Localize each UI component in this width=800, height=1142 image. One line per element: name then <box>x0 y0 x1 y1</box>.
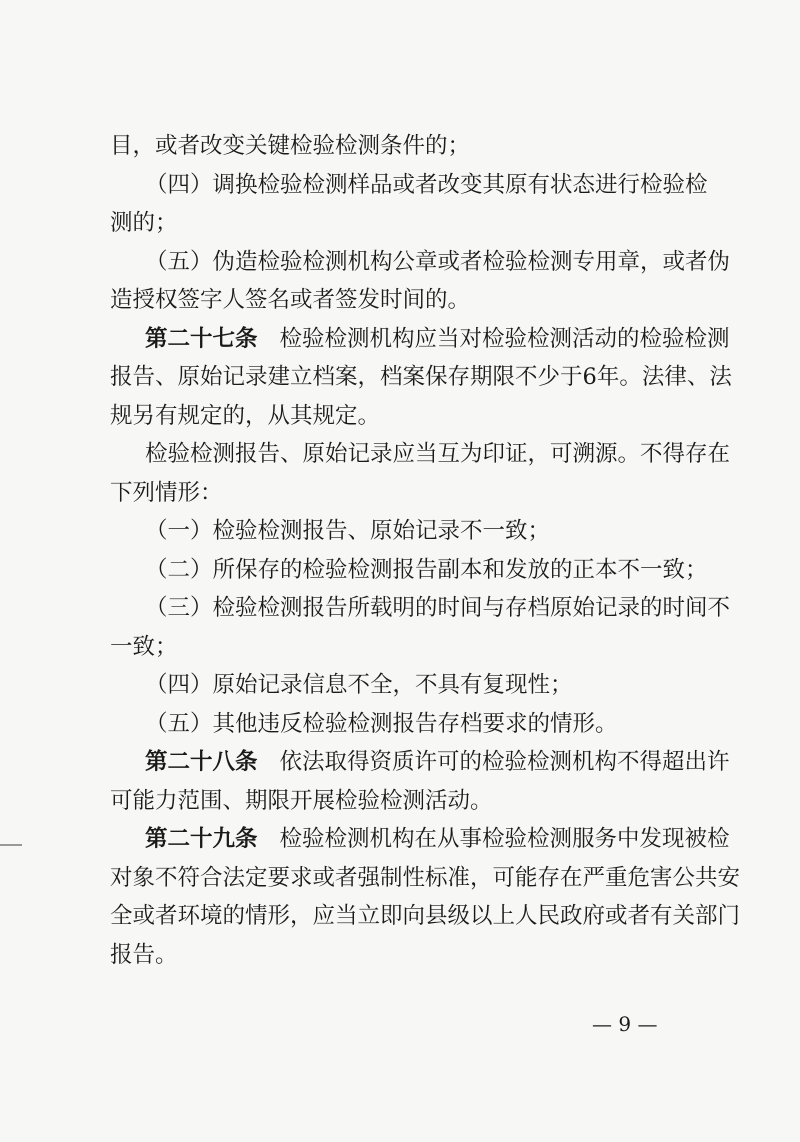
text-line: （四）调换检验检测样品或者改变其原有状态进行检验检 <box>145 171 708 198</box>
text-line: 一致； <box>110 633 178 660</box>
list-item: （一）检验检测报告、原始记录不一致； <box>145 518 551 544</box>
article-27-label: 第二十七条 <box>145 325 258 352</box>
text-line: 可能力范围、期限开展检验检测活动。 <box>110 787 493 814</box>
text-line: 测的； <box>110 210 178 236</box>
text-line: 对象不符合法定要求或者强制性标准，可能存在严重危害公共安 <box>110 864 741 891</box>
page-number: — 9 — <box>592 1012 658 1036</box>
article-27-text: 检验检测机构应当对检验检测活动的检验检测 <box>279 325 730 352</box>
article-29-first-line <box>110 820 730 859</box>
list-item: （四）原始记录信息不全，不具有复现性； <box>145 672 573 698</box>
document-body <box>110 127 741 974</box>
text-line: 规另有规定的，从其规定。 <box>110 402 381 429</box>
article-28-first-line <box>110 743 730 782</box>
article-27-first-line <box>110 320 730 359</box>
list-item: （三）检验检测报告所载明的时间与存档原始记录的时间不 <box>145 595 731 621</box>
binding-mark <box>0 844 22 846</box>
text-line: 报告、原始记录建立档案，档案保存期限不少于6年。法律、法 <box>110 364 732 390</box>
text-line: 检验检测报告、原始记录应当互为印证，可溯源。不得存在 <box>145 441 731 467</box>
article-29-text: 检验检测机构在从事检验检测服务中发现被检 <box>279 826 730 852</box>
article-28-label: 第二十八条 <box>145 749 258 775</box>
list-item: （五）其他违反检验检测报告存档要求的情形。 <box>145 710 618 737</box>
article-28-text: 依法取得资质许可的检验检测机构不得超出许 <box>279 749 730 775</box>
text-line: 目，或者改变关键检验检测条件的； <box>110 133 471 159</box>
article-29-label: 第二十九条 <box>145 826 258 852</box>
text-line: 造授权签字人签名或者签发时间的。 <box>110 287 471 313</box>
text-line: （五）伪造检验检测机构公章或者检验检测专用章，或者伪 <box>145 248 731 275</box>
text-line: 全或者环境的情形，应当立即向县级以上人民政府或者有关部门 <box>110 903 741 929</box>
text-line: 下列情形： <box>110 479 223 506</box>
text-line: 报告。 <box>110 941 178 968</box>
list-item: （二）所保存的检验检测报告副本和发放的正本不一致； <box>145 556 708 583</box>
